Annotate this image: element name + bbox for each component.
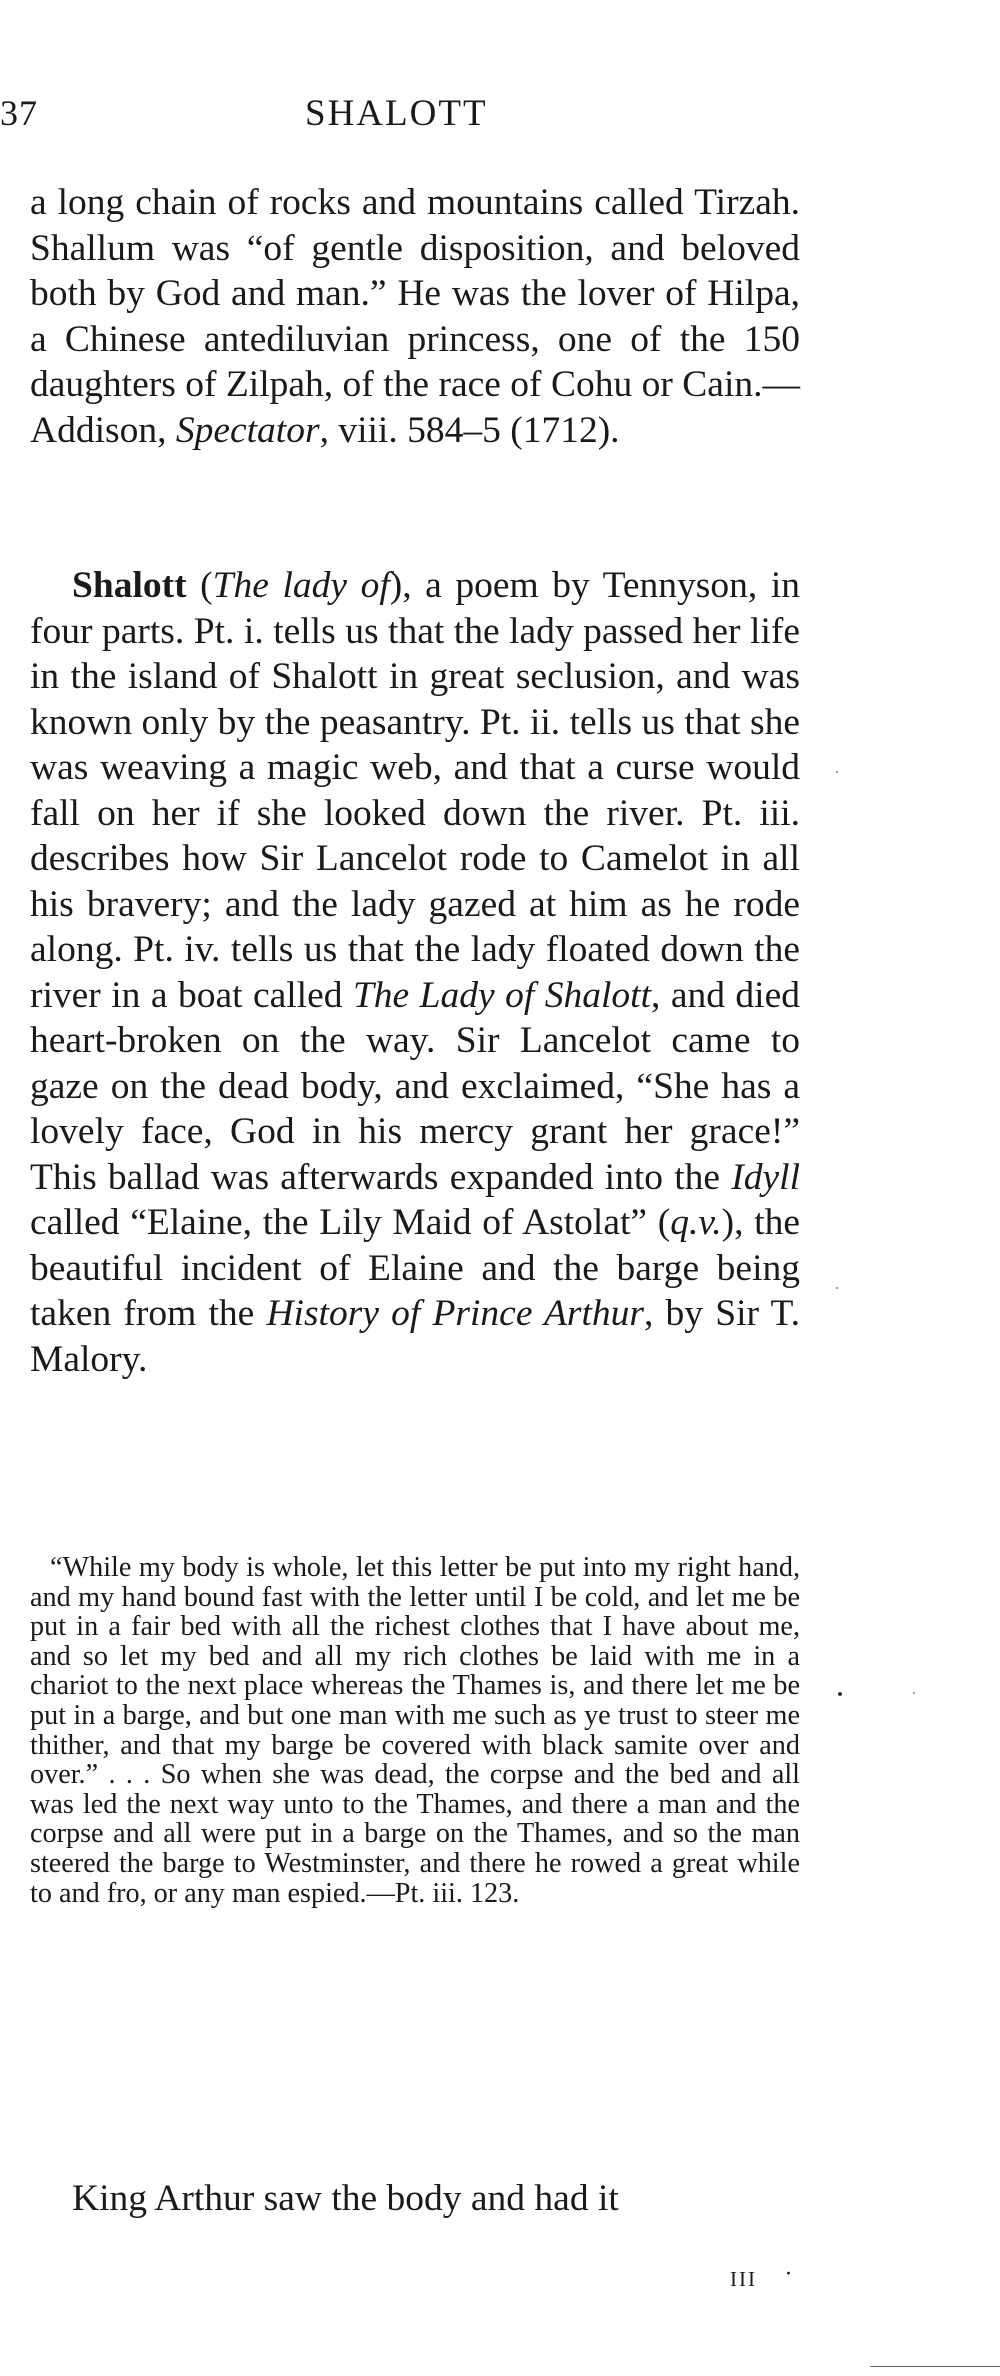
italic-title: Spectator	[175, 409, 320, 451]
italic-title: Idyll	[731, 1156, 800, 1198]
entry-shalott	[30, 563, 800, 1382]
scan-speck	[913, 1692, 915, 1694]
paragraph-text: , viii. 584–5 (1712).	[319, 409, 620, 451]
paragraph-text: (	[186, 565, 213, 606]
paragraph-text: ), the beautiful incident of Elaine and the barge being taken from the	[30, 1202, 800, 1334]
entry-headword: Shalott	[72, 565, 187, 606]
headword-qualifier: The lady of	[212, 565, 390, 606]
scan-speck	[836, 1287, 838, 1289]
scan-edge-line	[870, 2366, 1000, 2367]
scan-speck	[838, 1692, 842, 1696]
paragraph-text: a long chain of rocks and mountains called Tirzah. Shallum was “of gentle disposition, and beloved both by God and man.” He was the lover of Hilpa, a Chinese antediluvian princess, one of the 150 daughters of Zilpah, of the race of Cohu or Cain.—Addison,	[30, 182, 800, 451]
italic-title: History of Prince Arthur	[266, 1293, 644, 1334]
paragraph-king-arthur: King Arthur saw the body and had it	[72, 2178, 619, 2219]
paragraph-text: , by Sir T. Malory.	[30, 1293, 800, 1380]
page-number: 37	[0, 93, 38, 133]
scan-speck	[836, 771, 838, 773]
block-quotation: “While my body is whole, let this letter be put into my right hand, and my hand bound fast with the letter until I be cold, and let me be put in a fair bed with all the richest clothes that I have about me, and so let my bed and all my rich clothes be laid with me in a chariot to the next place whereas the Thames is, and there let me be put in a barge, and but one man with me such as ye trust to steer me thither, and that my barge be covered with black samite over and over.” . . . So when she was dead, the corpse and the bed and all was led the next way unto to the Thames, and there a man and the corpse and all were put in a barge on the Thames, and so the man steered the barge to Westminster, and there he rowed a great while to and fro, or any man espied.—Pt. iii. 123.	[30, 1552, 800, 1909]
paragraph-text: called “Elaine, the Lily Maid of Astolat” (	[30, 1202, 671, 1243]
paragraph-text: , and died heart-broken on the way. Sir Lancelot came to gaze on the dead body, and exclaimed, “She has a lovely face, God in his mercy grant her grace!” This ballad was afterwards expanded into the	[30, 974, 800, 1198]
italic-title: The Lady of Shalott	[352, 974, 651, 1016]
paragraph-text: ), a poem by Tennyson, in four parts. Pt. i. tells us that the lady passed her life in the island of Shalott in great seclusion, and was known only by the peasantry. Pt. ii. tells us that she was weaving a magic web, and that a curse would fall on her if she looked down the river. Pt. iii. describes how Sir Lancelot rode to Camelot in all his bravery; and the lady gazed at him as he rode along. Pt. iv. tells us that the lady floated down the river in a boat called	[30, 565, 800, 1016]
signature-mark: III	[730, 2267, 757, 2291]
page-header	[0, 92, 1000, 142]
paragraph-shallum-continued	[30, 180, 800, 453]
signature-dot: ·	[785, 2262, 792, 2287]
running-head: SHALOTT	[305, 93, 488, 134]
italic-abbreviation: q.v.	[670, 1202, 722, 1243]
